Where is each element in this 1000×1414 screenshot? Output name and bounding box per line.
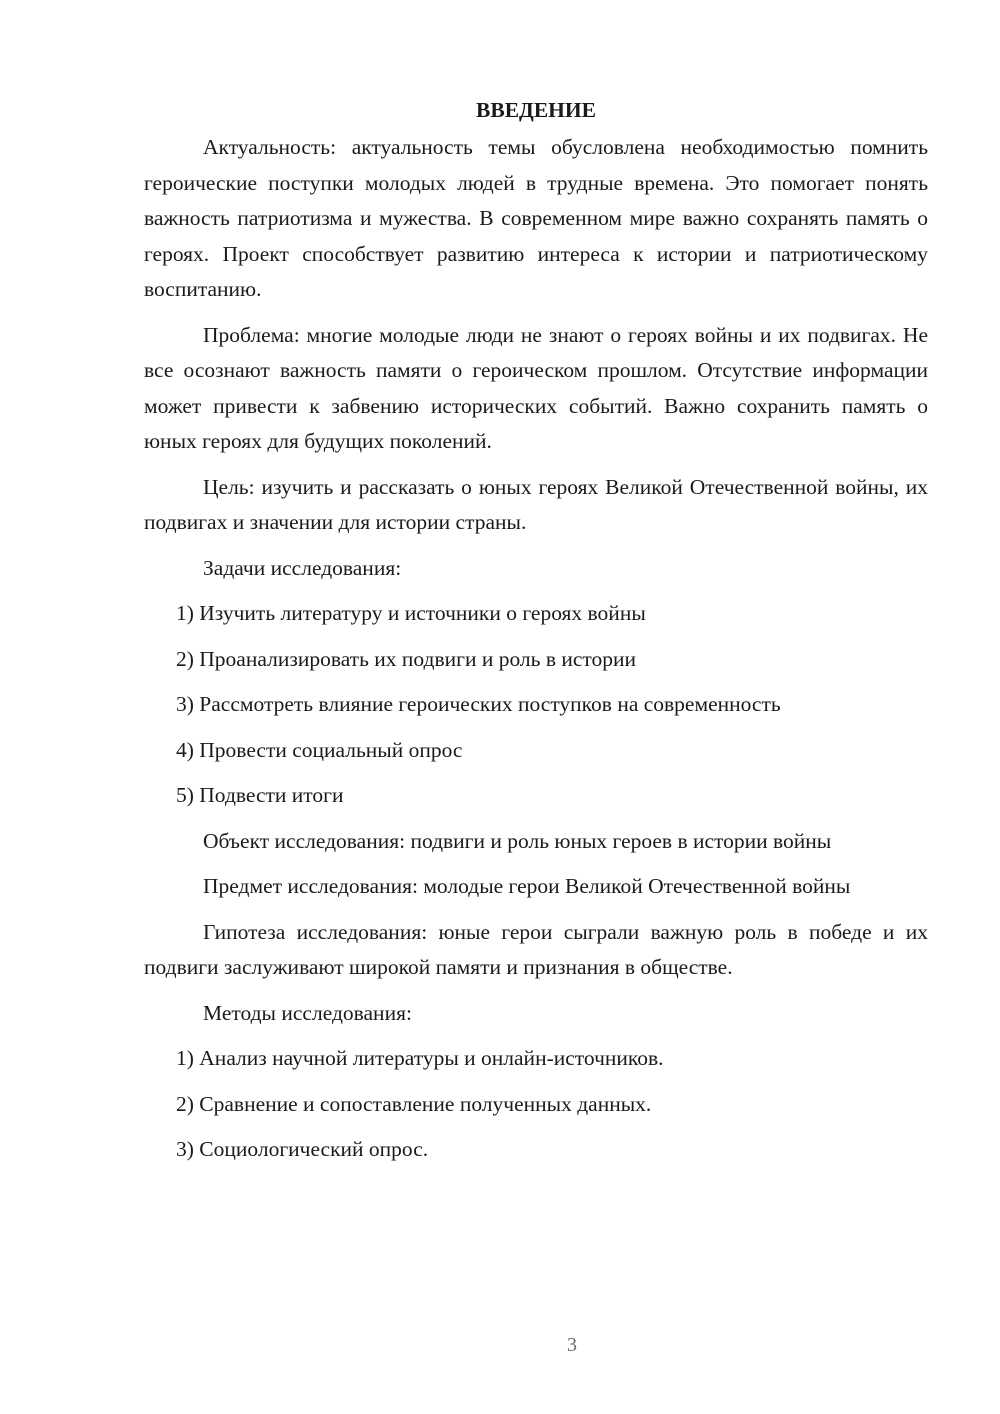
subject-paragraph: Предмет исследования: молодые герои Великой Отечественной войны [203,874,851,898]
task-item: 2) Проанализировать их подвиги и роль в истории [176,646,637,671]
hypothesis-paragraph: Гипотеза исследования: юные герои сыграли важную роль в победе и их подвиги заслуживают широкой памяти и признания в обществе. [144,919,928,979]
method-item: 1) Анализ научной литературы и онлайн-источников. [176,1046,664,1070]
object-paragraph: Объект исследования: подвиги и роль юных героев в истории войны [203,828,832,853]
problem-paragraph: Проблема: многие молодые люди не знают о героях войны и их подвигах. Не все осознают важность памяти о героическом прошлом. Отсутствие информации может привести к забвению исторических событий. Важно сохранить память о юных героях для будущих поколений. [144,322,928,453]
tasks-title: Задачи исследования: [203,555,402,580]
method-item: 3) Социологический опрос. [176,1137,429,1161]
task-item: 3) Рассмотреть влияние героических поступков на современность [176,692,781,716]
goal-paragraph: Цель: изучить и рассказать о юных героях Великой Отечественной войны, их подвигах и значении для истории страны. [144,474,928,534]
method-item: 2) Сравнение и сопоставление полученных данных. [176,1091,652,1116]
relevance-paragraph: Актуальность: актуальность темы обусловлена необходимостью помнить героические поступки молодых людей в трудные времена. Это помогает понять важность патриотизма и мужества. В современном мире важно сохранять память о героях. Проект способствует развитию интереса к истории и патриотическому воспитанию. [144,135,928,301]
document-body [144,92,928,1178]
page-number: 3 [567,1334,577,1356]
section-heading: ВВЕДЕНИЕ [476,98,596,122]
methods-title: Методы исследования: [203,1000,412,1025]
task-item: 1) Изучить литературу и источники о героях войны [176,601,646,625]
task-item: 4) Провести социальный опрос [176,737,463,762]
task-item: 5) Подвести итоги [176,783,344,807]
